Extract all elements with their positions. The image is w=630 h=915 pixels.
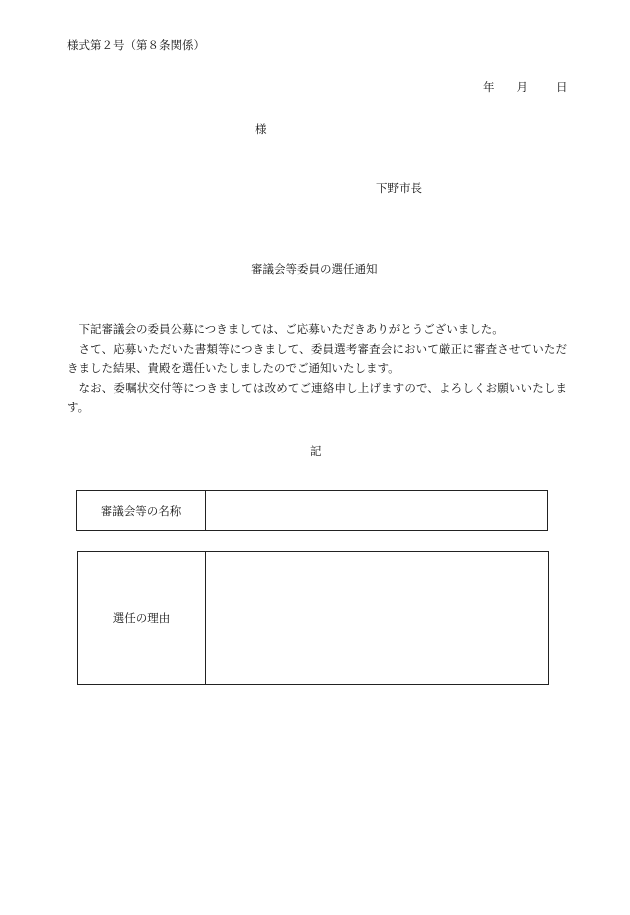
selection-reason-table <box>77 551 549 685</box>
body-paragraph-2: さて、応募いただいた書類等につきまして、委員選考審査会において厳正に審査させていただきました結果、貴殿を選任いたしましたのでご通知いたします。 <box>67 341 567 376</box>
date-month-label: 月 <box>516 80 528 94</box>
addressee-suffix: 様 <box>255 122 267 136</box>
document-title: 審議会等委員の選任通知 <box>251 262 378 276</box>
selection-reason-label: 選任の理由 <box>78 552 206 684</box>
body-text <box>67 320 567 418</box>
form-number: 様式第２号（第８条関係） <box>67 38 205 52</box>
date-day-label: 日 <box>556 80 568 94</box>
date-year-label: 年 <box>483 80 495 94</box>
date-line <box>483 79 568 95</box>
ki-marker: 記 <box>310 444 322 458</box>
council-name-value <box>206 491 547 530</box>
body-paragraph-3: なお、委嘱状交付等につきましては改めてご連絡申し上げますので、よろしくお願いいたします。 <box>67 380 567 415</box>
council-name-label: 審議会等の名称 <box>77 491 206 530</box>
body-paragraph-1: 下記審議会の委員公募につきましては、ご応募いただきありがとうございました。 <box>78 322 504 336</box>
council-name-table <box>76 490 548 531</box>
selection-reason-value <box>206 552 548 684</box>
sender-name: 下野市長 <box>376 181 422 195</box>
